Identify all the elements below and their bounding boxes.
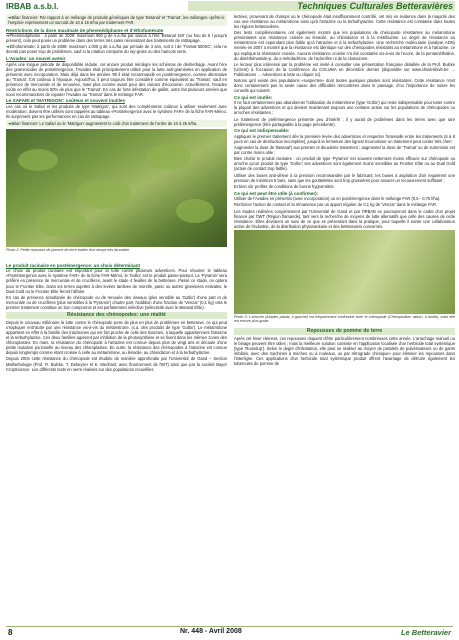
- paragraph-notons: Notons qu'il existe des populations «suspectes» dont toutes quelques plantes sont résistantes. Cette résistance n'est donc certainement pas la seule cause des difficultés rencontrées dans le passage, d'ou l'importance de suivre les conseils qui suivent:: [234, 78, 455, 94]
- right-column: [234, 14, 455, 367]
- bilan-financier-2: ➜Bilan financier: Le Safari ou le 'Matrigon' augmentent le coût d'un traitement de l'ordre de 10 à 25 €/ha.: [6, 120, 227, 127]
- paragraph-avadex: Après une longue période de disponibilité réduite, cet ancien produit réintègre les schémas de désherbage. Avant l'ère des graminicides de postémergence, l'Avadex était principalement utilisé pour la lutte anti-graminées en application de présemis avec incorporation. Mais déjà dans les années '80 il était recommandé en postémergence, comme alternative au 'Tramat', fort coûteux à l'époque. Aujourd'hui, il peut toujours être considéré comme équivalent au 'Tramat', sauf en présence de mercuriale et de renouées, mais plus comme avant pour des raisons d'économie. Actuellement, l'Avadex coûte en effet au moins 50% de plus que le 'Tramat'. En cas de forte infestation de gaillet, outre fait plusieurs années que nous recommandons de rajouter l'Avadex au 'Tramat' dans le mélange FAR.: [6, 61, 227, 97]
- footer-rule: [6, 626, 453, 627]
- heading-indispensable: Ce qui est indispensable:: [234, 128, 290, 134]
- photo-weeds: [234, 230, 455, 314]
- paragraph-utile-1: Utiliser de l'Avadex en présemis (avec incorporation) ou en postémergence dans le mélange FAR (0,5 - 0,75 l/ha).: [234, 196, 441, 202]
- paragraph-utile-2: Renforcer l'action de contact et la rémanence par un apport régulier de 0,1 kg de 'Venzar' dans le mélange FAR.: [234, 202, 438, 208]
- arrow-icon: ➜: [6, 44, 10, 50]
- section-title: Techniques Culturales Betteravières: [297, 1, 453, 11]
- paragraph-inutile: Il ne faut certainement pas abandonner l'utilisation du métamitrone (type 'Goltix') qui reste indispensable pour lutter contre la plupart des adventices et qui devient maintenant toujours une certaine action sur les populations de chénopodes ou arroches résistantes ;: [234, 100, 455, 116]
- arrow-icon: ➜: [8, 15, 12, 20]
- heading-utile: Ce qui est peut être utile (à confirmer):: [234, 190, 319, 196]
- figure-photo-2: [6, 129, 227, 261]
- photo-3-caption: Photo 3: L'arroche (Atriplex patula, à gauche) est fréquemment confondue avec le chénopode (Chenopodium album, à droite), mais elle est encore plus grave.: [234, 314, 455, 324]
- paragraph-repousses: Après cet hiver clément, ces repousses risquent d'être particulièrement nombreuses cette année. L'arrachage manuel ou le binage peuvent être utiles ; mais la meilleure solution consiste en l'application localisée d'un herbicide total systémique (type 'Roundup'). Selon le degré d'infestation, elle peut se réaliser au moyen de pistolets de pulvérisateurs ou de gants imbibés, avec des machines à mèches ou à rouleaux, ou par rétrograde chimique» pour éliminer les repousses dans l'interligne. Ces applications d'un herbicide total systémique produit offrent l'avantage de détruire également les tubercules de pomme de: [234, 335, 455, 367]
- paragraph-safari: Les cas où le Safari et les produits de type 'Matrigon', qui sont des compléments coûteux à utiliser seulement avec modération, doivent être utilisés sont rappelés au tableau «Postémergence avec le système FAR» de la fiche FAR-Mémo. Ils surpriment pas les performances en cas de rattrapage.: [6, 103, 227, 120]
- heading-restrictions: Restrictions de la dose maximale de phenmédiphame et d'éthofumésate: [6, 27, 164, 33]
- paragraph-indispensable-3: Bien choisir le produit racinaire : un produit de type 'Pyramin' est souvent nettement moins efficace sur chénopode ou arroche qu'un produit de type 'Goltix'; ses adventices sont également moins sensibles au Frontier Elite ou au Dual Gold (action de contact trop faible).: [234, 156, 455, 172]
- page-footer: [0, 628, 459, 640]
- section-band-repousses: Repousses de pomme de terre: [234, 328, 455, 335]
- left-column: [6, 14, 227, 373]
- heading-inutile: Ce qui est inutile:: [234, 94, 273, 100]
- photo-2-caption: Photo 2: Petite repousse de pomme de terre traitée d'un temps très favorable.: [6, 248, 130, 253]
- page-number: 8: [8, 628, 13, 637]
- paragraph-utile-3: Les études réalisées conjointement par l'Université de Gand et par l'IRBAB se poursuivront dans le cadre d'un projet financé par l'IWT (Région flamande), tant vers la recherche de moyens de lutte alternatifs que celle des causes de cette résistance. Elles devraient un suivi de ce que se présentant dans la pratique, pour laquelle il existe une collaboration active de l'industrie, de la distribution phytosanitaire et des betteraviers concernés.: [234, 208, 455, 229]
- heading-safari: Le SAFARI et 'MATRIGON': coûteux et souvent inutiles: [6, 98, 125, 104]
- figure-photo-3: [234, 230, 455, 326]
- paragraph-phenmedipham: ➜Phenmédiphame : à partir de 2009: maximum 960 g de s.a./ha par saison à l'été 'Betanal 160' (ou hou de 8 l jusqu'à présent), cela peut poser un problème dans des terres très sales nécessitant des traitements de rattrapage.: [6, 33, 227, 44]
- magazine-name: Le Betteravier: [400, 628, 451, 637]
- paragraph-ethofumesate: ➜Éthofumésate: à partir de 2008: maximum 1.000 g de s.a./ha par période de 3 ans, soit 2 l de 'Tramat 500SC'; cela ne devrait pas poser trop de problèmes, sauf si la rotation comporte du ray-grass ou des haricots verts.: [6, 44, 227, 55]
- arrow-icon: ➜: [6, 33, 10, 39]
- paragraph-resistance: Depuis le nouveau millénaire la lutte contre le chénopode pose de plus en plus de problèmes en betterave, ce qui peut s'expliquer entr'autre par une résistance vis-à-vis du métamitrone, (c.a. des produits de type 'Goltix'). Le métamitrone appartient en effet à la famille des triazinones qui est fort proche de celle des triazines, à laquelle appartiennent l'atrazine et la terbuthylazine. Ces deux familles agissent par inhibition de la photosynthèse et se fixent dans les mêmes zones des chloroplastes. En maïs, la résistance du chénopode à l'atrazine est connue depuis plus de vingt ans et découle d'une petite mutation ponctuelle au niveau des chloroplastes. En outre, la résistance des chénopodes à l'atrazine est connue depuis longtemps comme étant croisée à celle au métamitrone, au lénacile, au chloridazon et à la terbuthylazine.: [6, 319, 227, 356]
- paragraph-postemergence: Le choix du produit racinaire est important pour la lutte contre plusieurs adventices. Pour résumer le tableau «Postémergence avec le système FAR» de la fiche FAR-Mémo, le 'Goltix' est le produit passe-partout. Le 'Pyramin' sera préféré en présence de mercuriale et de crucifères, avant le stade 4 feuilles de la betterave. Passé ce stade, on optera pour le Frontier Elite. Dans les terres sujettes à des levées tardives de morelle, panic ou autres graminées estivales, le Dual Gold ou le Frontier Elite feront l'affaire.: [6, 268, 227, 294]
- photo-beet-field: [6, 129, 227, 247]
- section-band-resistance: Résistance des chénopodes: une réalité: [6, 312, 227, 319]
- paragraph-indispensable-1: Appliquer le premier traitement dès la première levée des adventices et respecter l'intervalle entre les traitements (6 à 8 jours en cas de destruction incomplète), jusqu'à la fermeture des lignes! Economiser un traitement peut coûter très cher!: [234, 133, 455, 144]
- paragraph-tests: Des tests complémentaires ont également montré que les populations de chénopode résistantes au métamitrone présentaient une résistance croisée au lénacile, au chloridazon et à la métribuzine. Le degré de résistance au métamitrone est cependant plus faible qu'à l'atrazine et à la terbuthylazine. Une recherche moléculaire (analyse ADN) menée en 2007 a montré que la résistance est identique sur des chénopodes résistants au métamitrone et à l'atrazine, ce qui explique la résistance croisée. Aucune résistance croisée n'a été constatée vis-à-vis de l'ecore, de la pentaméthaline, du diméthénamide-p, du s-métolachlore, de l'aclonifen ni de la clomazone.: [234, 30, 455, 61]
- paragraph-indispensable-4: Utiliser des buses anti-dérive à la pression recommandée par le fabricant; les buses à aspiration d'air requièrent une pression de minimum 5 bars, sans que les gouttelettes sont trop grossières pour assurer un recouvrement suffisant ;: [234, 172, 455, 183]
- heading-postemergence: Le produit racinaire en postémergence: un choix déterminant: [6, 262, 141, 268]
- paragraph-inutile-2: Le traitement de prélèmergence présente peu d'intérêt ; il y aurait de problèmes dans les terres avec que rare prélèmergence (être partageable à la page précédente).: [234, 116, 455, 127]
- org-name: IRBAB a.s.b.l.: [6, 2, 59, 11]
- paragraph-postemergence-2: En cas de présence simultanée de chénopode ou de renouée des oiseaux (plus sensible au 'Goltix') d'une part et de mercuriale ou de crucifères (plus sensibles à la 'Pyramin') d'autre part, l'addition d'une fraction de 'Venzar' (0,1 kg) cela le premier traitement constitue un bon compromis et est parfaitement sélective (sélectivité avec le Betanal Elite).: [6, 294, 227, 310]
- paragraph-indispensable-5: Et bien sûr profiter de conditions de bonne hygrométrie.: [234, 183, 335, 189]
- paragraph-lecteur: Le lecteur plus intéressé par la problème est invité à consulter une présentation française détaillée de la Prof. Bulcke (UGent) à l'occasion de la Conférence du COLUMA en décembre dernier (disponible sur www.chtab-kbivb.be → Publications → Adventices & lutte ou cliquer ici).: [234, 61, 455, 77]
- paragraph-indispensable-2: Augmenter la dose de 'Betanal') aux premier et deuxième traitement ; augmenter la dose de 'Tramat' ou de surtension est par contre moins utile ;: [234, 145, 455, 156]
- heading-avadex: L'Avadex: un nouvel avenir: [6, 56, 66, 62]
- arrow-icon: ➜: [8, 121, 12, 127]
- paragraph-resistance-2: Depuis 2004 cette résistance du chénopode est étudiée de manière approfondie par l'Université de Gand – Section Malherbologie (Prof. R. Bulcke, T. Dekeyser et E. Mechant, avec financement de l'IBT) ainsi que par la société Bayer CropScience. Les différents tests en serre réalisés sur des populations recueillies: [6, 356, 227, 372]
- issue-number: Nr. 448 - Avril 2008: [180, 628, 242, 635]
- bilan-financier-1: ➜Bilan financier: Par rapport à un mélange de produits génériques de type 'Betanal' et 'Tramat', les mélanges «prêts-à-l'emploi» représentent un surcoût de 10 à 15 €/ha par traitement FAR.: [8, 15, 225, 26]
- paragraph-intro: lectées, provenant de champs où le chénopode était insuffisamment contrôlé, ont mis en évidence dans la majorité des cas une résistance au métamitrone ainsi qu'à l'atrazine ou la terbuthylazine. Cette résistance est constatée dans toutes les régions betteravières.: [234, 14, 455, 30]
